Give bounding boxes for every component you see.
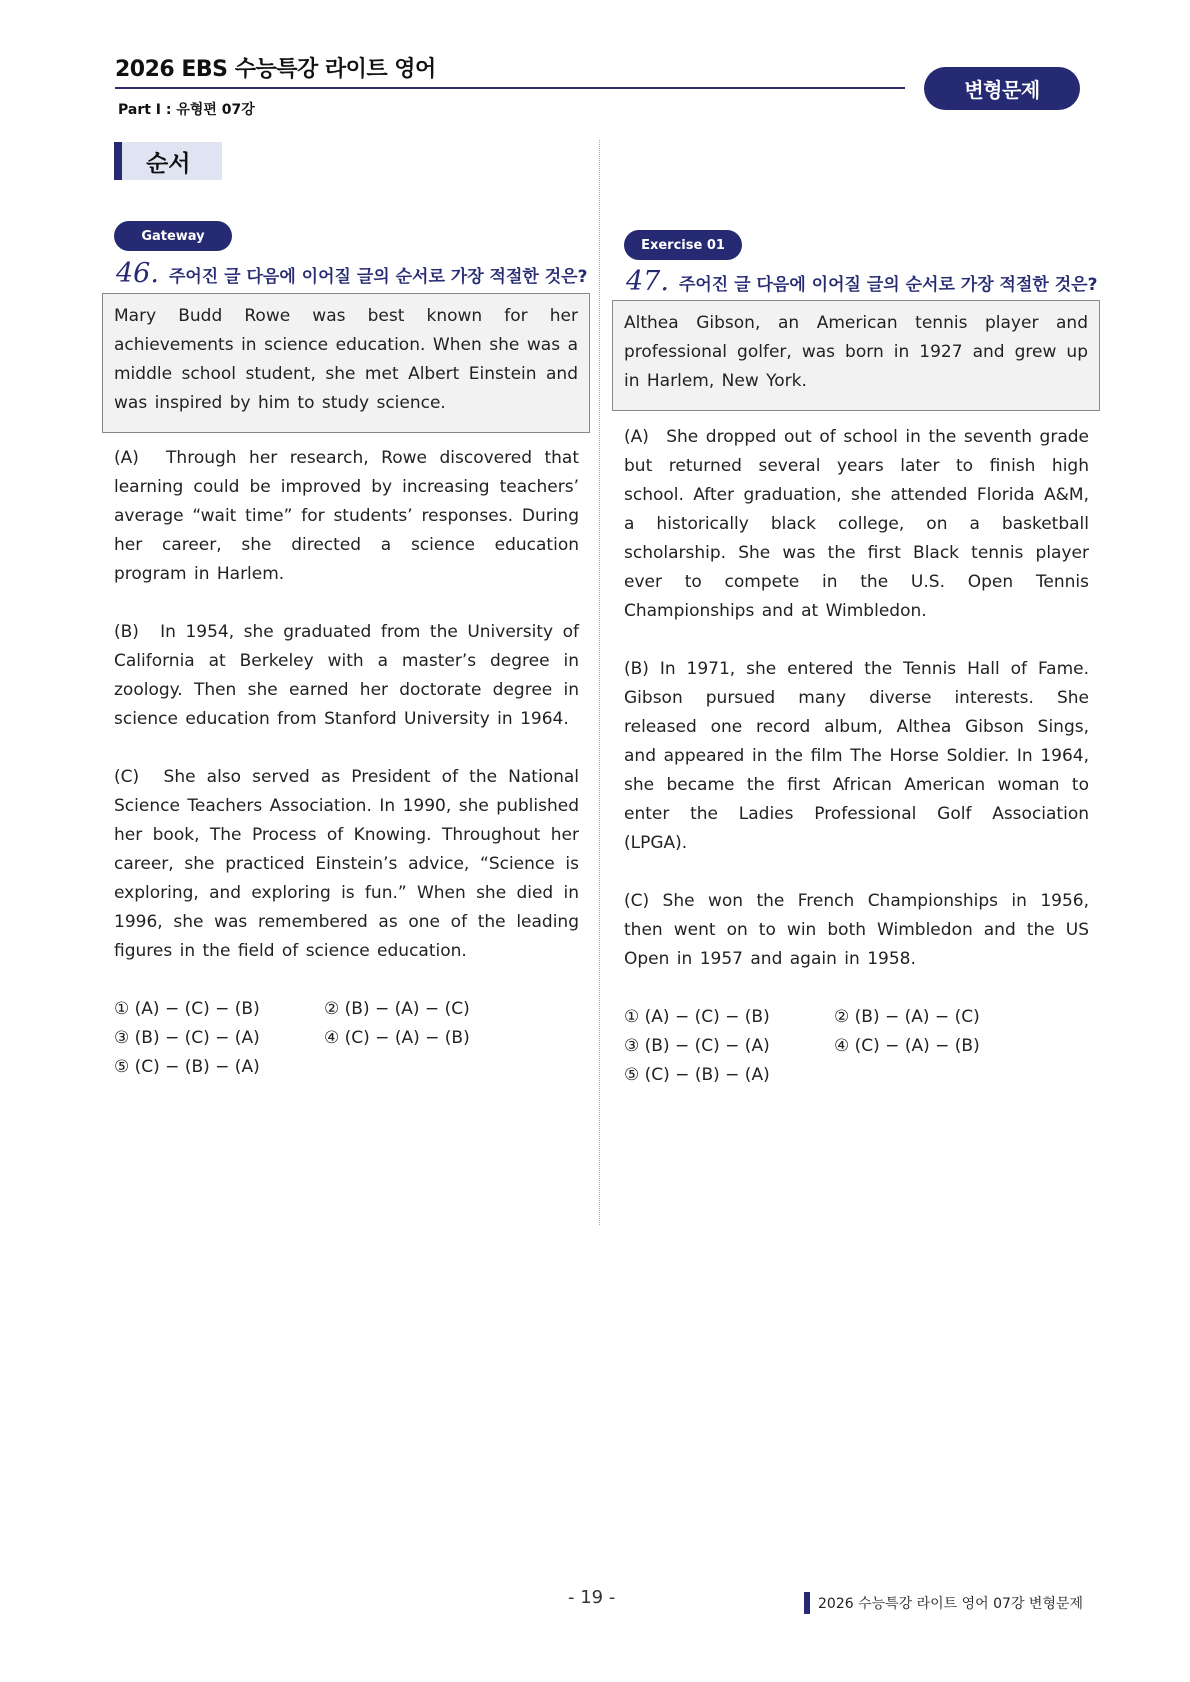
choice-5[interactable]: ⑤ (C) − (B) − (A) bbox=[624, 1065, 770, 1085]
gateway-tag: Gateway bbox=[114, 221, 232, 251]
page-number: - 19 - bbox=[568, 1587, 616, 1608]
question-46-paragraph-c: (C) She also served as President of the National Science Teachers Association. In 1990, she published her book, The Process of Knowing. Throughout her career, she practiced Einstein’s advice, “Science is exploring, and exploring is fun.” When she died in 1996, she was remembered as one of the leading figures in the field of science education. bbox=[114, 767, 579, 961]
question-47-choices bbox=[624, 1003, 1089, 1090]
choice-1[interactable]: ① (A) − (C) − (B) bbox=[624, 1007, 770, 1027]
part-subtitle: Part Ⅰ : 유형편 07강 bbox=[118, 102, 255, 118]
question-47-paragraphs bbox=[624, 423, 1089, 1090]
question-46-number: 46. bbox=[116, 258, 159, 289]
choice-4[interactable]: ④ (C) − (A) − (B) bbox=[834, 1036, 980, 1056]
document-title: 2026 EBS 수능특강 라이트 영어 bbox=[115, 57, 436, 82]
choice-2[interactable]: ② (B) − (A) − (C) bbox=[324, 999, 470, 1019]
question-46-choices bbox=[114, 995, 579, 1082]
question-47-intro: Althea Gibson, an American tennis player and professional golfer, was born in 1927 and grew up in Harlem, New York. bbox=[624, 313, 1088, 391]
question-46-intro: Mary Budd Rowe was best known for her achievements in science education. When she was a middle school student, she met Albert Einstein and was inspired by him to study science. bbox=[114, 306, 578, 413]
question-47-paragraph-b: (B) In 1971, she entered the Tennis Hall of Fame. Gibson pursued many diverse interests. She released one record album, Althea Gibson Sings, and appeared in the film The Horse Soldier. In 1964, she became the first African American woman to enter the Ladies Professional Golf Association (LPGA). bbox=[624, 659, 1089, 853]
question-47-paragraph-c: (C) She won the French Championships in 1956, then went on to win both Wimbledon and the US Open in 1957 and again in 1958. bbox=[624, 891, 1089, 969]
question-47-number: 47. bbox=[626, 266, 669, 297]
question-47-paragraph-a: (A) She dropped out of school in the seventh grade but returned several years later to finish high school. After graduation, she attended Florida A&M, a historically black college, on a basketball scholarship. She was the first Black tennis player ever to compete in the U.S. Open Tennis Championships and at Wimbledon. bbox=[624, 427, 1089, 621]
header-rule bbox=[115, 87, 905, 89]
column-divider bbox=[599, 140, 600, 1225]
question-46-heading bbox=[116, 258, 587, 289]
variant-badge: 변형문제 bbox=[924, 67, 1080, 110]
footer-accent-bar bbox=[804, 1592, 810, 1614]
section-accent-bar bbox=[114, 142, 122, 180]
footer-text: 2026 수능특강 라이트 영어 07강 변형문제 bbox=[818, 1596, 1084, 1612]
choice-4[interactable]: ④ (C) − (A) − (B) bbox=[324, 1028, 470, 1048]
question-47-heading bbox=[626, 266, 1097, 297]
choice-2[interactable]: ② (B) − (A) − (C) bbox=[834, 1007, 980, 1027]
choice-5[interactable]: ⑤ (C) − (B) − (A) bbox=[114, 1057, 260, 1077]
question-47-prompt: 주어진 글 다음에 이어질 글의 순서로 가장 적절한 것은? bbox=[678, 275, 1098, 295]
choice-3[interactable]: ③ (B) − (C) − (A) bbox=[114, 1028, 260, 1048]
choice-1[interactable]: ① (A) − (C) − (B) bbox=[114, 999, 260, 1019]
section-title: 순서 bbox=[122, 142, 222, 180]
question-47-intro-box bbox=[612, 300, 1100, 411]
question-46-paragraph-a: (A) Through her research, Rowe discovered that learning could be improved by increasing teachers’ average “wait time” for students’ responses. During her career, she directed a science education program in Harlem. bbox=[114, 448, 579, 584]
exercise-tag: Exercise 01 bbox=[624, 230, 742, 260]
question-46-paragraphs bbox=[114, 444, 579, 1082]
question-46-prompt: 주어진 글 다음에 이어질 글의 순서로 가장 적절한 것은? bbox=[168, 267, 588, 287]
question-46-paragraph-b: (B) In 1954, she graduated from the University of California at Berkeley with a master’s degree in zoology. Then she earned her doctorate degree in science education from Stanford University in 1964. bbox=[114, 622, 579, 729]
choice-3[interactable]: ③ (B) − (C) − (A) bbox=[624, 1036, 770, 1056]
question-46-intro-box bbox=[102, 293, 590, 433]
